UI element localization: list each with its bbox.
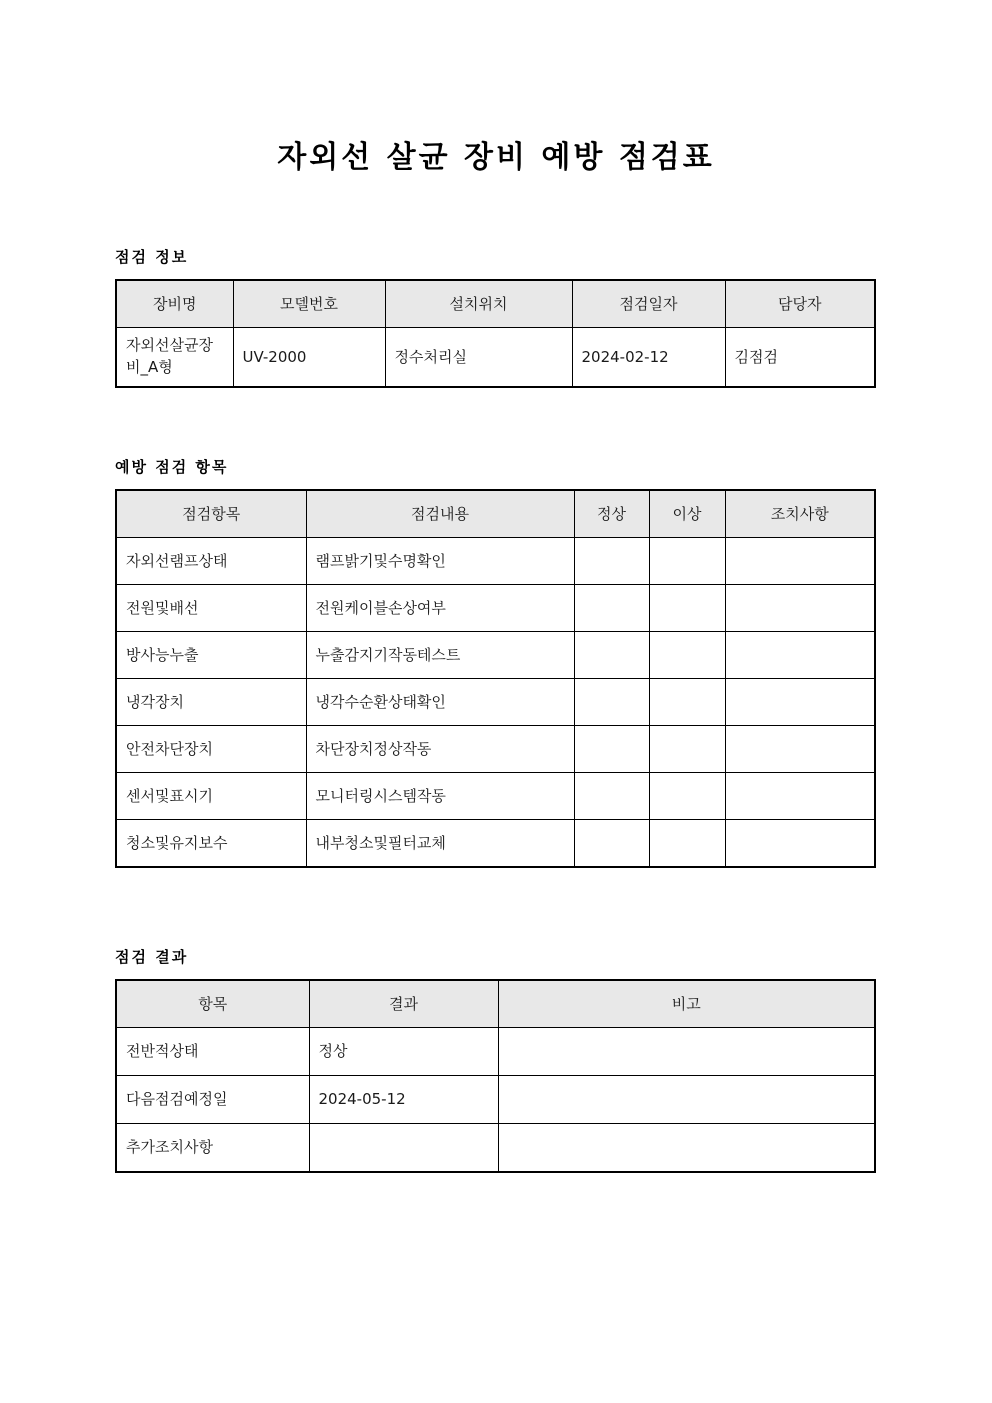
table-row xyxy=(116,538,875,585)
cell-field: 전반적상태 xyxy=(116,1028,309,1076)
column-header-result: 결과 xyxy=(309,980,498,1028)
cell-action[interactable] xyxy=(725,773,875,820)
cell-item: 센서및표시기 xyxy=(116,773,306,820)
cell-field: 추가조치사항 xyxy=(116,1124,309,1173)
section-preventive-items xyxy=(115,458,875,868)
column-header-content: 점검내용 xyxy=(306,490,574,538)
cell-content: 전원케이블손상여부 xyxy=(306,585,574,632)
cell-abnormal-checkbox[interactable] xyxy=(649,632,725,679)
cell-content: 냉각수순환상태확인 xyxy=(306,679,574,726)
cell-abnormal-checkbox[interactable] xyxy=(649,679,725,726)
table-row xyxy=(116,328,875,388)
section-heading-inspection-info: 점검 정보 xyxy=(115,248,189,266)
cell-field: 다음점검예정일 xyxy=(116,1076,309,1124)
cell-remark[interactable] xyxy=(498,1124,875,1173)
inspection-info-table xyxy=(115,279,876,388)
cell-content: 모니터링시스템작동 xyxy=(306,773,574,820)
table-row xyxy=(116,1076,875,1124)
table-header-row xyxy=(116,490,875,538)
table-header-row xyxy=(116,980,875,1028)
column-header-remark: 비고 xyxy=(498,980,875,1028)
column-header-action: 조치사항 xyxy=(725,490,875,538)
column-header-inspector: 담당자 xyxy=(725,280,875,328)
cell-normal-checkbox[interactable] xyxy=(574,538,649,585)
cell-action[interactable] xyxy=(725,679,875,726)
table-row xyxy=(116,585,875,632)
section-heading-inspection-result: 점검 결과 xyxy=(115,948,189,966)
cell-action[interactable] xyxy=(725,538,875,585)
section-heading-preventive-items: 예방 점검 항목 xyxy=(115,458,229,476)
cell-normal-checkbox[interactable] xyxy=(574,679,649,726)
cell-item: 안전차단장치 xyxy=(116,726,306,773)
cell-action[interactable] xyxy=(725,585,875,632)
table-row xyxy=(116,632,875,679)
table-row xyxy=(116,1124,875,1173)
cell-normal-checkbox[interactable] xyxy=(574,820,649,868)
cell-item: 냉각장치 xyxy=(116,679,306,726)
cell-content: 누출감지기작동테스트 xyxy=(306,632,574,679)
cell-inspection-date: 2024-02-12 xyxy=(572,328,725,388)
table-row xyxy=(116,773,875,820)
column-header-equipment-name: 장비명 xyxy=(116,280,233,328)
cell-abnormal-checkbox[interactable] xyxy=(649,585,725,632)
cell-content: 내부청소및필터교체 xyxy=(306,820,574,868)
section-inspection-info xyxy=(115,248,875,388)
cell-remark[interactable] xyxy=(498,1076,875,1124)
cell-abnormal-checkbox[interactable] xyxy=(649,820,725,868)
cell-normal-checkbox[interactable] xyxy=(574,773,649,820)
table-row xyxy=(116,820,875,868)
cell-normal-checkbox[interactable] xyxy=(574,585,649,632)
column-header-inspection-date: 점검일자 xyxy=(572,280,725,328)
cell-item: 방사능누출 xyxy=(116,632,306,679)
preventive-items-table xyxy=(115,489,876,868)
cell-location: 정수처리실 xyxy=(385,328,572,388)
page-title: 자외선 살균 장비 예방 점검표 xyxy=(277,140,715,175)
table-row xyxy=(116,1028,875,1076)
cell-item: 자외선램프상태 xyxy=(116,538,306,585)
column-header-model-number: 모델번호 xyxy=(233,280,385,328)
cell-action[interactable] xyxy=(725,632,875,679)
cell-result-value[interactable]: 정상 xyxy=(309,1028,498,1076)
cell-item: 전원및배선 xyxy=(116,585,306,632)
section-inspection-result xyxy=(115,948,875,1173)
cell-abnormal-checkbox[interactable] xyxy=(649,773,725,820)
cell-equipment-name: 자외선살균장비_A형 xyxy=(116,328,233,388)
cell-item: 청소및유지보수 xyxy=(116,820,306,868)
cell-action[interactable] xyxy=(725,726,875,773)
cell-remark[interactable] xyxy=(498,1028,875,1076)
column-header-field: 항목 xyxy=(116,980,309,1028)
cell-content: 차단장치정상작동 xyxy=(306,726,574,773)
column-header-item: 점검항목 xyxy=(116,490,306,538)
table-row xyxy=(116,726,875,773)
cell-action[interactable] xyxy=(725,820,875,868)
table-header-row xyxy=(116,280,875,328)
cell-model-number: UV-2000 xyxy=(233,328,385,388)
cell-inspector: 김점검 xyxy=(725,328,875,388)
cell-normal-checkbox[interactable] xyxy=(574,726,649,773)
cell-abnormal-checkbox[interactable] xyxy=(649,538,725,585)
cell-result-value[interactable] xyxy=(309,1124,498,1173)
cell-content: 램프밝기및수명확인 xyxy=(306,538,574,585)
table-row xyxy=(116,679,875,726)
column-header-normal: 정상 xyxy=(574,490,649,538)
inspection-result-table xyxy=(115,979,876,1173)
cell-normal-checkbox[interactable] xyxy=(574,632,649,679)
column-header-location: 설치위치 xyxy=(385,280,572,328)
cell-abnormal-checkbox[interactable] xyxy=(649,726,725,773)
cell-result-value[interactable]: 2024-05-12 xyxy=(309,1076,498,1124)
column-header-abnormal: 이상 xyxy=(649,490,725,538)
